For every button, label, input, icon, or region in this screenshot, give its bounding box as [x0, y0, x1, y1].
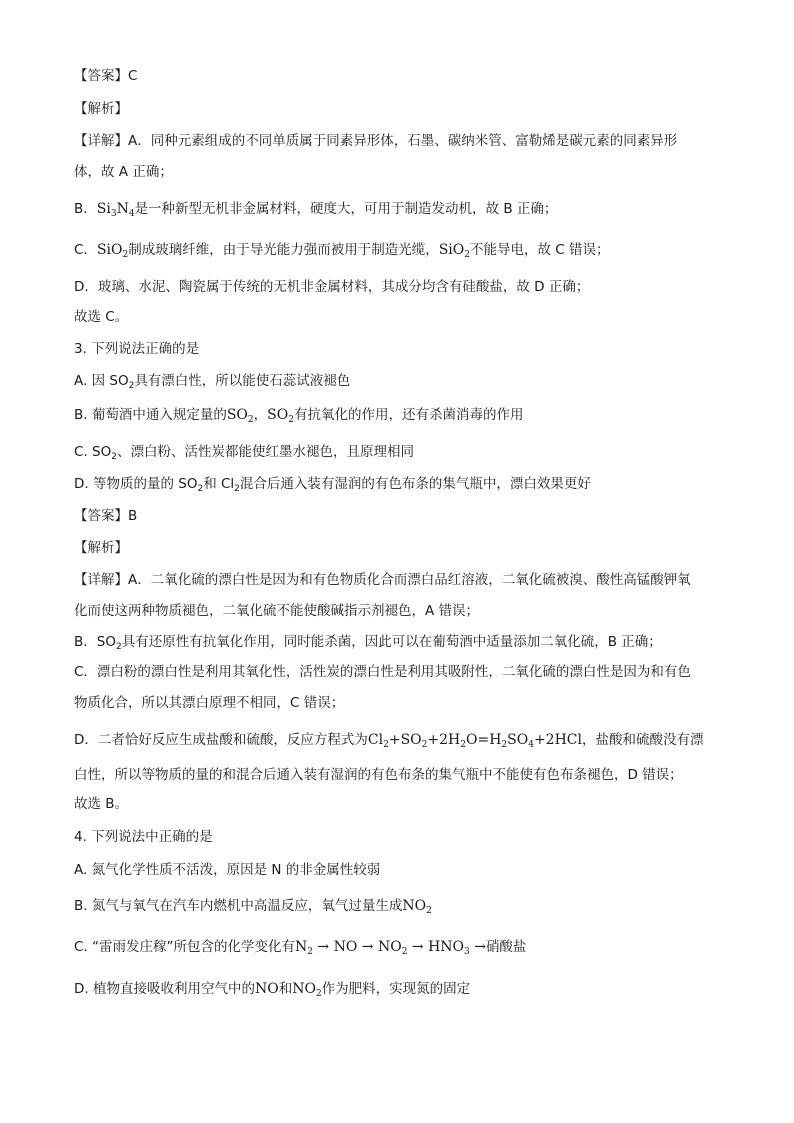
- detail-c-line2: [74, 693, 754, 713]
- detail-c-text2: 不能导电，故 C 错误；: [470, 242, 610, 258]
- conclusion-text: 故选 B。: [74, 796, 129, 812]
- eq-part: SO: [507, 732, 529, 748]
- opt-text: ，: [253, 407, 268, 423]
- formula-sub: 2: [128, 381, 135, 391]
- formula-el: SiO: [438, 242, 465, 258]
- formula-el: SO: [226, 407, 248, 423]
- detail-tag: 【详解】: [74, 133, 128, 149]
- detail-a-text2: 体，故 A 正确；: [74, 164, 173, 180]
- detail-tag: 【详解】: [74, 572, 128, 588]
- formula-sub: 2: [247, 415, 254, 425]
- opt-text: 具有漂白性，所以能使石蕊试液褪色: [134, 373, 351, 389]
- reaction-equation: [368, 732, 582, 748]
- formula-el: Si: [96, 201, 111, 217]
- detail-a-text: A．二氧化硫的漂白性是因为和有色物质化合而漂白品红溶液，二氧化硫被溴、酸性高锰酸钾氧: [128, 572, 691, 588]
- answer-tag: 【答案】: [74, 68, 128, 84]
- opt-text: 有抗氧化的作用，还有杀菌消毒的作用: [293, 407, 524, 423]
- formula-sub: 2: [288, 415, 294, 425]
- detail-c-line1: [74, 662, 754, 682]
- question-stem: [74, 827, 754, 847]
- option-b: [74, 896, 754, 916]
- eq-part: +SO: [388, 732, 422, 748]
- formula-el: SO: [267, 407, 289, 423]
- conclusion: [74, 794, 754, 814]
- formula-sub: 4: [528, 740, 534, 750]
- eq-part: N: [295, 939, 308, 955]
- formula-el: NO: [292, 981, 316, 997]
- formula-so2: [227, 407, 254, 423]
- formula-sub: 2: [315, 989, 322, 999]
- detail-text: 白性，所以等物质的量的和混合后通入装有湿润的有色布条的集气瓶中不能使有色布条褪色，D 错误；: [74, 767, 683, 783]
- eq-part: +2H: [427, 732, 461, 748]
- option-d: [74, 474, 754, 494]
- detail-a-line1: [74, 570, 754, 590]
- formula-el: SiO: [96, 242, 123, 258]
- detail-text: 物质化合，所以其漂白原理不相同，C 错误；: [74, 695, 345, 711]
- detail-d-text: D．玻璃、水泥、陶瓷属于传统的无机非金属材料，其成分均含有硅酸盐，故 D 正确；: [74, 279, 590, 295]
- formula-sub: 4: [128, 209, 135, 219]
- formula-no2: [402, 898, 431, 914]
- eq-part: → HNO: [407, 939, 465, 955]
- detail-text: D．二者恰好反应生成盐酸和硫酸，反应方程式为: [74, 732, 368, 748]
- detail-b-text: 是一种新型无机非金属材料，硬度大，可用于制造发动机，故 B 正确；: [134, 201, 558, 217]
- formula-sub: 3: [110, 209, 117, 219]
- formula-sio2: [439, 242, 470, 258]
- opt-text: C. SO: [74, 444, 112, 460]
- reaction-chain: [295, 939, 486, 955]
- conclusion: [74, 307, 754, 327]
- question-4-stem: 4. 下列说法中正确的是: [74, 829, 213, 845]
- detail-d: [74, 277, 754, 297]
- option-c: [74, 937, 754, 957]
- detail-text: 具有还原性有抗氧化作用，同时能杀菌，因此可以在葡萄酒中适量添加二氧化硫，B 正确；: [121, 634, 662, 650]
- analysis-label: 【解析】: [74, 540, 128, 556]
- detail-a-line2: [74, 162, 754, 182]
- detail-text: ，盐酸和硫酸没有漂: [582, 732, 704, 748]
- opt-text: A. 氮气化学性质不活泼，原因是 N 的非金属性较弱: [74, 862, 381, 878]
- analysis-tag: [74, 538, 754, 558]
- answer-line: [74, 506, 754, 526]
- formula-sub: 2: [115, 642, 122, 652]
- formula-el: N: [116, 201, 129, 217]
- opt-text: B. 葡萄酒中通入规定量的: [74, 407, 227, 423]
- formula-sub: 2: [426, 906, 432, 916]
- option-b: [74, 405, 754, 425]
- answer-value: B: [128, 508, 138, 524]
- answer-line: [74, 66, 754, 86]
- formula-sub: 2: [197, 484, 204, 494]
- formula-si3n4: [97, 201, 135, 217]
- answer-tag: 【答案】: [74, 508, 128, 524]
- formula-sub: 2: [307, 947, 313, 957]
- opt-text: B. 氮气与氧气在汽车内燃机中高温反应，氧气过量生成: [74, 898, 403, 914]
- opt-text: 硝酸盐: [485, 939, 527, 955]
- option-c: [74, 442, 754, 462]
- option-a: [74, 860, 754, 880]
- detail-a-text: A．同种元素组成的不同单质属于同素异形体，石墨、碳纳米管、富勒烯是碳元素的同素异形: [128, 133, 678, 149]
- opt-text: A. 因 SO: [74, 373, 129, 389]
- answer-value: C: [128, 68, 138, 84]
- formula-sub: 2: [460, 740, 466, 750]
- option-d: [74, 979, 754, 999]
- detail-b: [74, 632, 754, 652]
- formula-sub: 2: [383, 740, 389, 750]
- opt-text: D. 等物质的量的 SO: [74, 476, 198, 492]
- question-stem: [74, 339, 754, 359]
- analysis-label: 【解析】: [74, 101, 128, 117]
- detail-b: [74, 199, 754, 219]
- eq-part: →: [469, 939, 486, 955]
- detail-b-prefix: B．: [74, 201, 97, 217]
- formula-el: NO: [402, 898, 427, 914]
- eq-part: O=H: [465, 732, 502, 748]
- formula-sub: 2: [401, 947, 408, 957]
- formula-sub: 2: [464, 250, 470, 260]
- detail-c: [74, 240, 754, 260]
- conclusion-text: 故选 C。: [74, 309, 129, 325]
- opt-text: C. “雷雨发庄稼”所包含的化学变化有: [74, 939, 295, 955]
- formula-sub: 2: [122, 250, 129, 260]
- formula-sub: 2: [501, 740, 508, 750]
- eq-part: → NO → NO: [312, 939, 402, 955]
- formula-sub: 2: [111, 452, 117, 462]
- eq-part: Cl: [367, 732, 384, 748]
- detail-d-line2: [74, 765, 754, 785]
- option-a: [74, 371, 754, 391]
- detail-d-line1: [74, 730, 754, 750]
- formula-so2: [267, 407, 294, 423]
- opt-text: 和 Cl: [203, 476, 235, 492]
- opt-text: D. 植物直接吸收利用空气中的: [74, 981, 255, 997]
- detail-c-text1: 制成玻璃纤维，由于导光能力强而被用于制造光缆，: [128, 242, 439, 258]
- formula-no: [255, 981, 279, 997]
- formula-sio2: [97, 242, 128, 258]
- formula-sub: 2: [234, 484, 240, 494]
- formula-no2: [292, 981, 321, 997]
- opt-text: 作为肥料，实现氮的固定: [321, 981, 471, 997]
- analysis-tag: [74, 99, 754, 119]
- detail-a-text2: 化而使这两种物质褪色，二氧化硫不能使酸碱指示剂褪色，A 错误；: [74, 603, 480, 619]
- eq-part: +2HCl: [533, 732, 582, 748]
- opt-text: 、漂白粉、活性炭都能使红墨水褪色，且原理相同: [116, 444, 414, 460]
- formula-sub: 3: [464, 947, 470, 957]
- detail-c-prefix: C．: [74, 242, 97, 258]
- question-3-stem: 3. 下列说法正确的是: [74, 341, 200, 357]
- formula-sub: 2: [421, 740, 428, 750]
- opt-text: 混合后通入装有湿润的有色布条的集气瓶中，漂白效果更好: [239, 476, 591, 492]
- formula-el: NO: [254, 981, 279, 997]
- detail-text: C．漂白粉的漂白性是利用其氧化性，活性炭的漂白性是利用其吸附性，二氧化硫的漂白性是因为和有色: [74, 664, 691, 680]
- detail-a-line2: [74, 601, 754, 621]
- detail-a-line1: [74, 131, 754, 151]
- opt-text: 和: [278, 981, 293, 997]
- detail-text: B．SO: [74, 634, 116, 650]
